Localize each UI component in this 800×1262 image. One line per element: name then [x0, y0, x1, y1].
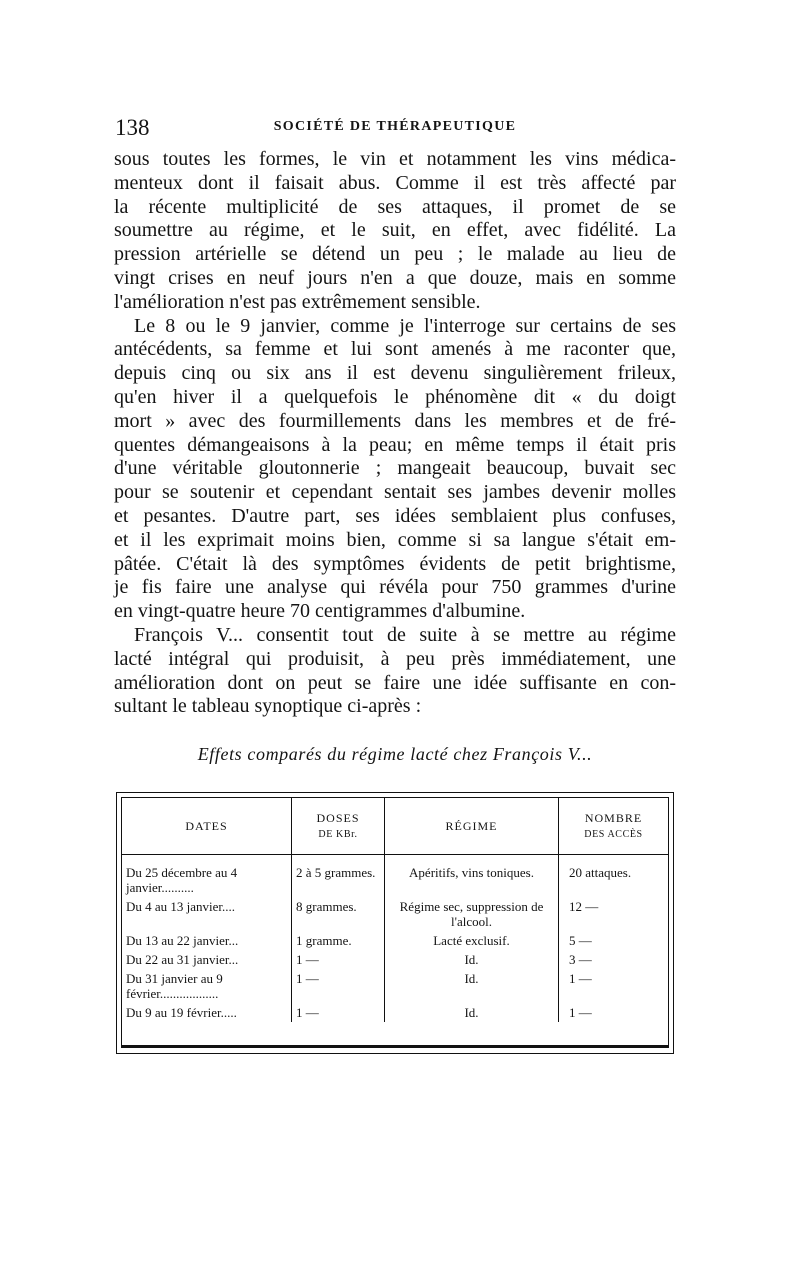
cell-nombre: 12 — [559, 897, 669, 931]
body-line: vingt crises en neuf jours n'en a que douze, mais en somme [114, 266, 676, 289]
cell-date [122, 855, 292, 898]
table-row [122, 897, 668, 931]
body-line: pression artérielle se détend un peu ; le malade au lieu de [114, 243, 676, 266]
header-dates: DATES [122, 798, 292, 855]
body-line: je fis faire une analyse qui révéla pour 750 grammes d'urine [114, 576, 676, 599]
date-text: Du 9 au 19 février..... [126, 1005, 237, 1020]
body-line: soumettre au régime, et le suit, en effet, avec fidélité. La [114, 219, 676, 242]
cell-regime: Régime sec, suppression de l'alcool. [385, 897, 559, 931]
body-line: pâtée. C'était là des symptômes évidents de petit brightisme, [114, 552, 676, 575]
cell-date [122, 897, 292, 931]
body-line: et il les exprimait moins bien, comme si sa langue s'était em- [114, 528, 676, 551]
table-caption: Effets comparés du régime lacté chez François V... [197, 744, 593, 764]
cell-nombre: 20 attaques. [559, 855, 669, 898]
header-nombre-line2: DES ACCÈS [584, 828, 643, 840]
table-row [122, 931, 668, 950]
date-text: Du 25 décembre au 4 janvier.......... [126, 865, 238, 895]
cell-regime: Lacté exclusif. [385, 931, 559, 950]
body-line: et pesantes. D'autre part, ses idées semblaient plus confuses, [114, 504, 676, 527]
body-line: amélioration dont on peut se faire une idée suffisante en con- [114, 671, 676, 694]
body-line: sous toutes les formes, le vin et notamment les vins médica- [114, 148, 676, 170]
header-doses-line1: DOSES [316, 810, 360, 825]
cell-regime: Id. [385, 1003, 559, 1022]
cell-dose: 1 — [292, 1003, 385, 1022]
body-line: mort » avec des fourmillements dans les membres et de fré- [114, 409, 676, 432]
page-header [115, 115, 675, 145]
table-row [122, 1003, 668, 1022]
body-line: sultant le tableau synoptique ci-après : [114, 695, 422, 718]
cell-date [122, 950, 292, 969]
table-row [122, 855, 668, 898]
cell-date [122, 931, 292, 950]
cell-nombre: 3 — [559, 950, 669, 969]
body-line: l'amélioration n'est pas extrêmement sensible. [114, 290, 481, 313]
cell-dose: 1 — [292, 969, 385, 1003]
synoptic-table-frame [116, 792, 674, 1054]
page-number: 138 [115, 115, 150, 140]
cell-dose: 1 — [292, 950, 385, 969]
synoptic-table [122, 798, 668, 1022]
date-text: Du 13 au 22 janvier... [126, 933, 239, 948]
date-text: Du 22 au 31 janvier... [126, 952, 239, 967]
body-line: antécédents, sa femme et lui sont amenés à me raconter que, [114, 338, 676, 361]
body-line: d'une véritable gloutonnerie ; mangeait beaucoup, buvait sec [114, 457, 676, 480]
table-row [122, 950, 668, 969]
body-line: François V... consentit tout de suite à se mettre au régime [134, 623, 676, 646]
running-head: SOCIÉTÉ DE THÉRAPEUTIQUE [273, 119, 517, 134]
date-text: Du 4 au 13 janvier.... [126, 899, 236, 914]
body-text [114, 148, 676, 719]
cell-regime: Id. [385, 969, 559, 1003]
cell-date [122, 969, 292, 1003]
cell-nombre: 1 — [559, 1003, 669, 1022]
header-doses-line2: DE KBr. [318, 828, 358, 840]
body-line: la récente multiplicité de ses attaques, il promet de se [114, 195, 676, 218]
body-line: lacté intégral qui produisit, à peu près immédiatement, une [114, 647, 676, 670]
cell-regime: Apéritifs, vins toniques. [385, 855, 559, 898]
header-nombre [559, 798, 669, 855]
body-line: pour se soutenir et cependant sentait ses jambes devenir molles [114, 481, 676, 504]
cell-date [122, 1003, 292, 1022]
cell-dose: 1 gramme. [292, 931, 385, 950]
synoptic-table-inner [121, 797, 669, 1048]
body-line: qu'en hiver il a quelquefois le phénomène dit « du doigt [114, 385, 676, 408]
date-text: Du 31 janvier au 9 février.................. [126, 971, 223, 1001]
body-line: Le 8 ou le 9 janvier, comme je l'interroge sur certains de ses [134, 314, 676, 337]
body-line: en vingt-quatre heure 70 centigrammes d'albumine. [114, 600, 526, 623]
body-line: quentes démangeaisons à la peau; en même temps il était pris [114, 433, 676, 456]
cell-regime: Id. [385, 950, 559, 969]
body-line: menteux dont il faisait abus. Comme il est très affecté par [114, 171, 676, 194]
cell-dose: 2 à 5 grammes. [292, 855, 385, 898]
cell-nombre: 5 — [559, 931, 669, 950]
table-row [122, 969, 668, 1003]
cell-nombre: 1 — [559, 969, 669, 1003]
body-line: depuis cinq ou six ans il est devenu singulièrement frileux, [114, 362, 676, 385]
header-nombre-line1: NOMBRE [584, 810, 643, 825]
header-doses [292, 798, 385, 855]
header-regime: RÉGIME [385, 798, 559, 855]
cell-dose: 8 grammes. [292, 897, 385, 931]
table-header-row [122, 798, 668, 855]
